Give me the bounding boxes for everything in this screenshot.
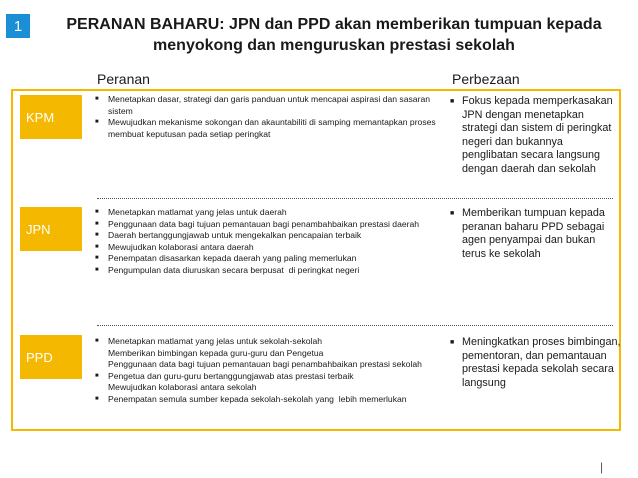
- difference-item: ■ Fokus kepada memperkasakan JPN dengan menetapkan strategi dan sistem di peringkat negeri dan bukannya penglibatan secara langsung dengan daerah dan sekolah: [449, 95, 621, 177]
- row-divider: [97, 198, 613, 199]
- differences-list-ppd: [449, 336, 621, 390]
- role-item: ■ Pengetua dan guru-guru bertanggungjawab atas prestasi terbaik: [95, 371, 447, 383]
- difference-item: ■ Memberikan tumpuan kepada peranan baharu PPD sebagai agen penyampai dan bukan terus ke sekolah: [449, 207, 621, 261]
- difference-item: ■ Meningkatkan proses bimbingan, pementoran, dan pemantauan prestasi kepada sekolah secara langsung: [449, 336, 621, 390]
- row-label-kpm: KPM: [20, 95, 82, 139]
- role-item: ■ Menetapkan matlamat yang jelas untuk sekolah-sekolah: [95, 336, 447, 348]
- role-item: Penggunaan data bagi tujuan pemantauan bagi penambahbaikan prestasi sekolah: [108, 359, 422, 369]
- row-label-jpn: JPN: [20, 207, 82, 251]
- column-header-roles: Peranan: [97, 71, 150, 87]
- footer-mark: |: [600, 460, 604, 474]
- roles-list-ppd: [95, 336, 447, 405]
- role-item: ■ Menetapkan dasar, strategi dan garis panduan untuk mencapai aspirasi dan sasaran sistem: [95, 94, 447, 117]
- row-divider: [97, 325, 613, 326]
- role-item: ■ Penggunaan data bagi tujuan pemantauan bagi penambahbaikan prestasi daerah: [95, 219, 447, 231]
- differences-list-kpm: [449, 95, 621, 177]
- slide-number-badge: 1: [6, 14, 30, 38]
- role-item: ■ Daerah bertanggungjawab untuk mengekalkan pencapaian terbaik: [95, 230, 447, 242]
- slide-title: PERANAN BAHARU: JPN dan PPD akan memberikan tumpuan kepada menyokong dan menguruskan prestasi sekolah: [66, 16, 602, 54]
- role-item: ■ Mewujudkan mekanisme sokongan dan akauntabiliti di samping memantapkan proses membuat keputusan pada setiap peringkat: [95, 117, 447, 140]
- differences-list-jpn: [449, 207, 621, 261]
- role-item: ■ Penempatan disasarkan kepada daerah yang paling memerlukan: [95, 253, 447, 265]
- role-item: ■ Pengumpulan data diuruskan secara berpusat di peringkat negeri: [95, 265, 447, 277]
- role-item: ■ Mewujudkan kolaborasi antara daerah: [95, 242, 447, 254]
- role-item: ■ Menetapkan matlamat yang jelas untuk daerah: [95, 207, 447, 219]
- roles-list-kpm: [95, 94, 447, 140]
- roles-list-jpn: [95, 207, 447, 276]
- role-item: Memberikan bimbingan kepada guru-guru dan Pengetua: [108, 347, 324, 358]
- row-label-ppd: PPD: [20, 335, 82, 379]
- role-item: Mewujudkan kolaborasi antara sekolah: [108, 382, 257, 392]
- column-header-differences: Perbezaan: [452, 71, 520, 87]
- role-item: ■ Penempatan semula sumber kepada sekolah-sekolah yang lebih memerlukan: [95, 394, 447, 406]
